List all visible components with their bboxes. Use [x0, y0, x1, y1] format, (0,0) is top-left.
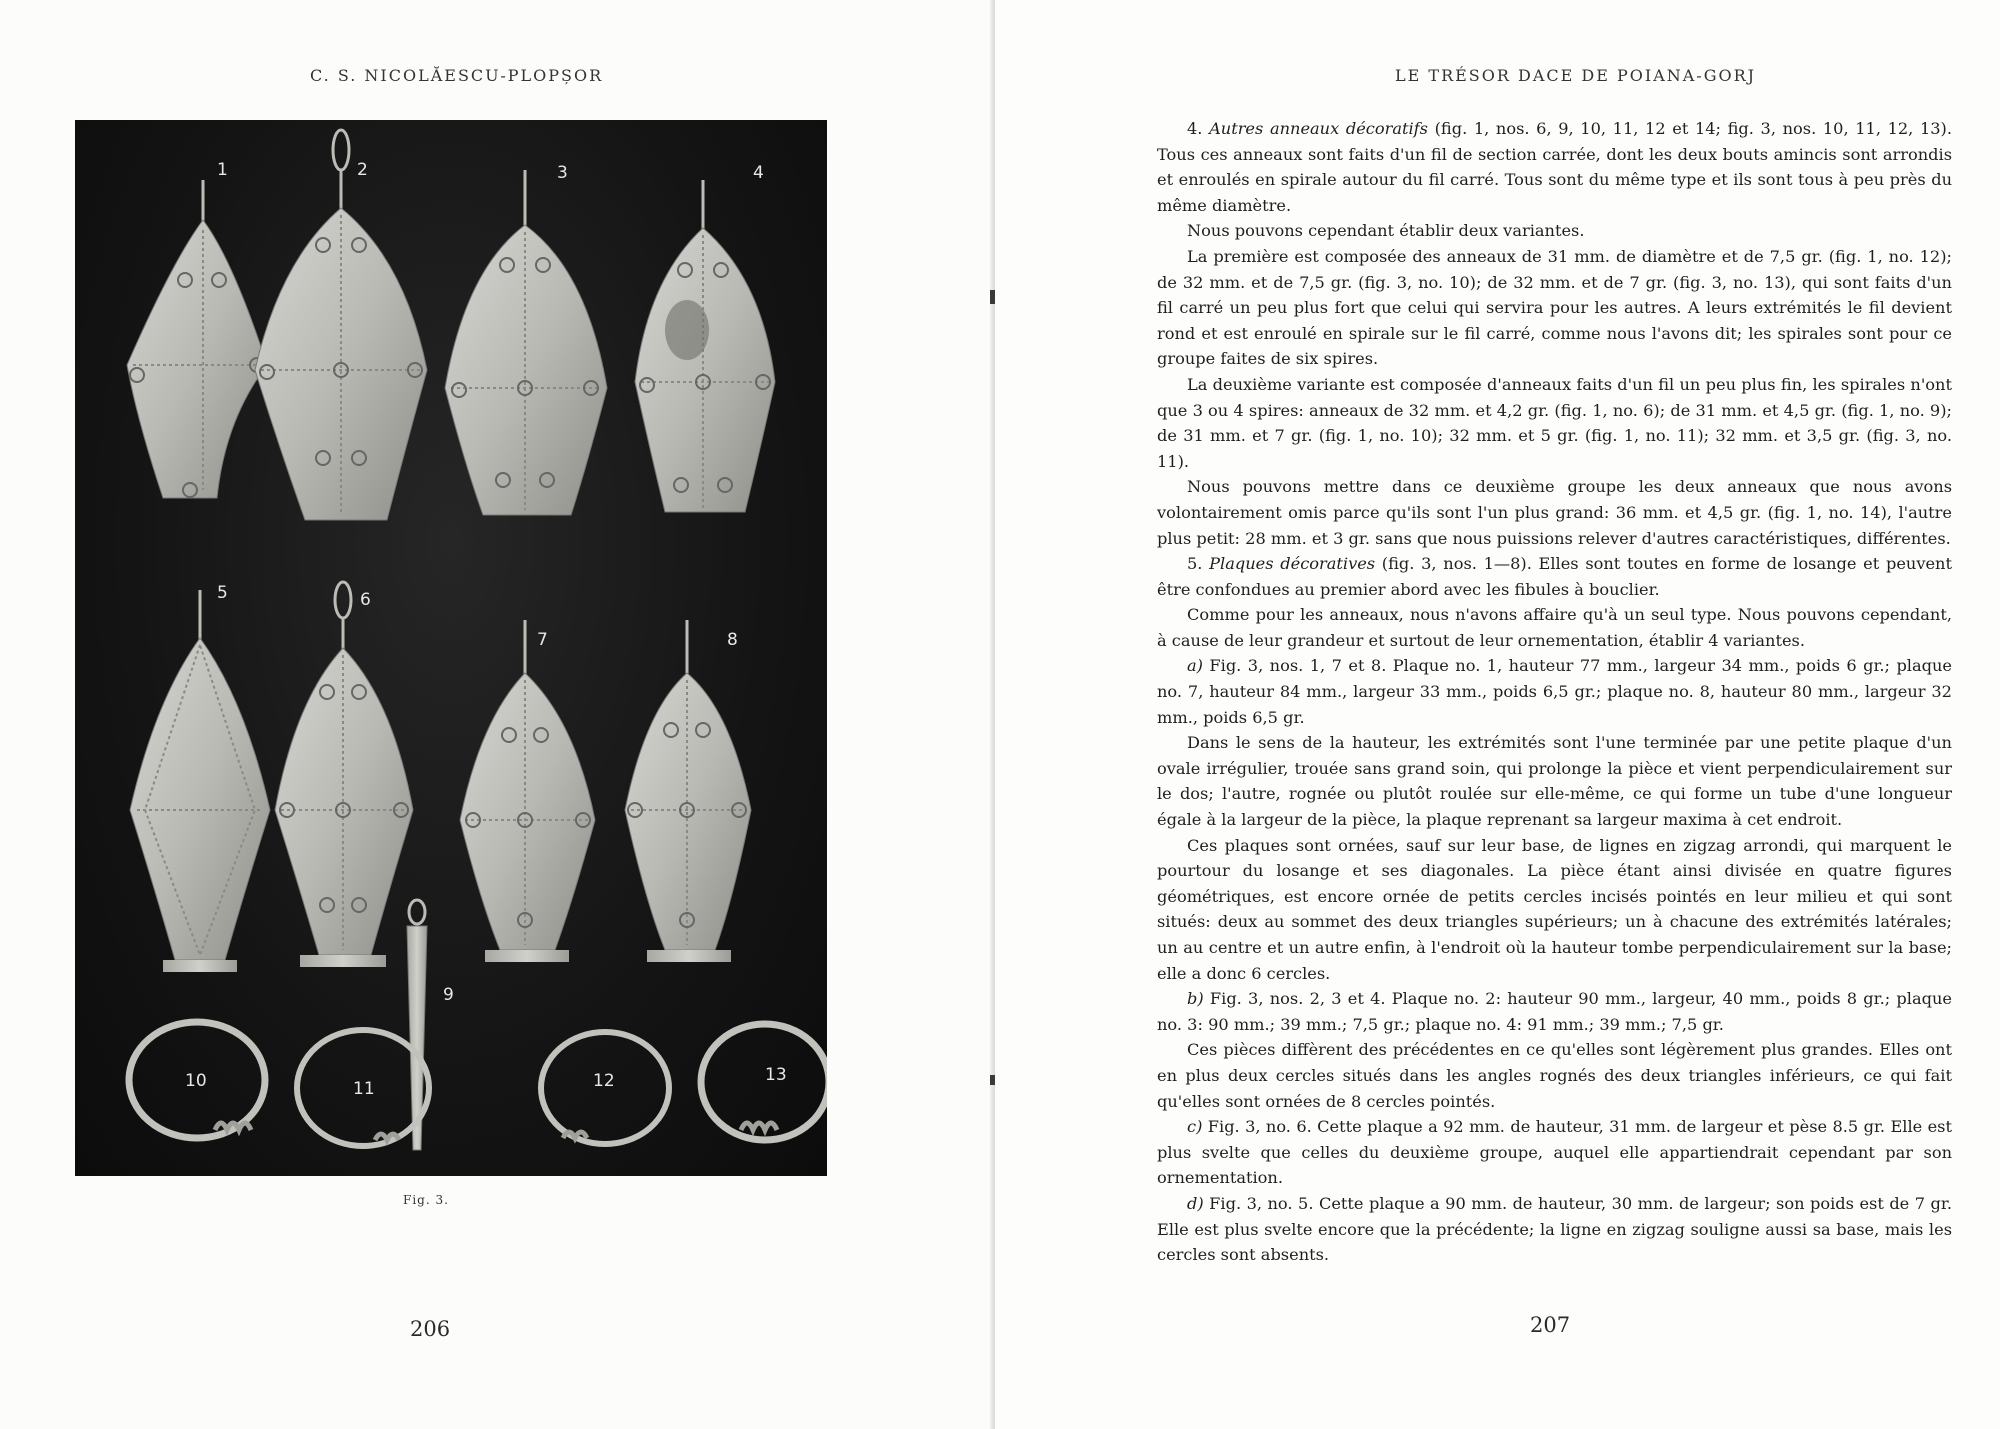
paragraph: [1157, 986, 1952, 1037]
right-page: [995, 0, 2000, 1429]
paragraph: [1157, 1037, 1952, 1114]
paragraph-italic: Plaques décoratives: [1209, 554, 1376, 574]
paragraph-italic: Autres anneaux décoratifs: [1209, 119, 1428, 138]
left-page: [0, 0, 995, 1429]
plaque-1: [127, 180, 267, 498]
plaque-2: [255, 130, 427, 520]
paragraph-text: Comme pour les anneaux, nous n'avons affaire qu'à un seul type. Nous pouvons cependant, à cause de leur grandeur et surtout de leur ornementation, établir 4 variantes.: [1157, 605, 1952, 650]
paragraph-lead: 5.: [1187, 554, 1210, 574]
paragraph: [1157, 833, 1952, 987]
object-number-6: 6: [360, 590, 371, 610]
paragraph-text: La première est composée des anneaux de 31 mm. de diamètre et de 7,5 gr. (fig. 1, no. 12); de 32 mm. et de 7,5 gr. (fig. 3, no. 10); de 32 mm. et de 7 gr. (fig. 3, no. 13), qui sont faits d'un fil carré un peu plus fort que celui qui servira pour les autres. A leurs extrémités le fil devient rond et est enroulé en spirale sur le fil carré, comme nous l'avons dit; les spirales sont pour ce groupe faites de six spires.: [1157, 246, 1952, 369]
object-number-10: 10: [185, 1071, 207, 1091]
paragraph-italic: d): [1187, 1193, 1204, 1213]
paragraph: [1157, 730, 1952, 832]
paragraph-text: Nous pouvons mettre dans ce deuxième groupe les deux anneaux que nous avons volontairement omis parce qu'ils sont l'un plus grand: 36 mm. et 4,5 gr. (fig. 1, no. 14), l'autre plus petit: 28 mm. et 3 gr. sans que nous puissions relever d'autres caractéristiques, différentes.: [1157, 477, 1952, 548]
object-number-13: 13: [765, 1065, 787, 1085]
object-number-11: 11: [353, 1079, 375, 1099]
object-number-8: 8: [727, 630, 738, 650]
paragraph-text: Fig. 3, nos. 2, 3 et 4. Plaque no. 2: hauteur 90 mm., largeur, 40 mm., poids 8 gr.; plaque no. 3: 90 mm.; 39 mm.; 7,5 gr.; plaque no. 4: 91 mm.; 39 mm.; 7,5 gr.: [1157, 989, 1952, 1034]
paragraph: [1157, 244, 1952, 372]
object-number-3: 3: [557, 163, 568, 183]
paragraph: [1157, 372, 1952, 474]
object-number-5: 5: [217, 583, 228, 603]
plaque-6: [275, 582, 413, 967]
paragraph: [1157, 116, 1952, 218]
ring-13: [701, 1024, 827, 1140]
paragraph-text: Fig. 3, no. 6. Cette plaque a 92 mm. de hauteur, 31 mm. de largeur et pèse 8.5 gr. Elle est plus svelte que celles du deuxième groupe, auquel elle appartiendrait cependant par son ornementation.: [1157, 1117, 1952, 1188]
paragraph-italic: a): [1187, 656, 1203, 676]
plaque-5: [130, 590, 270, 972]
page-number-right: 207: [1530, 1313, 1571, 1337]
paragraph-italic: c): [1187, 1117, 1203, 1137]
paragraph-italic: b): [1187, 989, 1204, 1009]
paragraph: [1157, 1114, 1952, 1191]
paragraph-text: (fig. 1, nos. 6, 9, 10, 11, 12 et 14; fig. 3, nos. 10, 11, 12, 13). Tous ces anneaux sont faits d'un fil de section carrée, dont les deux bouts amincis sont arrondis et enroulés en spirale autour du fil carré. Tous sont du même type et ils sont tous à peu près du même diamètre.: [1157, 119, 1953, 215]
paragraph-text: (fig. 3, nos. 1—8). Elles sont toutes en forme de losange et peuvent être confondues au premier abord avec les fibules à bouclier.: [1157, 554, 1952, 599]
paragraph-text: Fig. 3, nos. 1, 7 et 8. Plaque no. 1, hauteur 77 mm., largeur 34 mm., poids 6 gr.; plaque no. 7, hauteur 84 mm., largeur 33 mm., poids 6,5 gr.; plaque no. 8, hauteur 80 mm., largeur 32 mm., poids 6,5 gr.: [1157, 656, 1952, 727]
object-number-4: 4: [753, 163, 764, 183]
object-number-1: 1: [217, 160, 228, 180]
running-head-right: LE TRÉSOR DACE DE POIANA-GORJ: [1395, 66, 1757, 85]
figure-plate-photo: [75, 120, 827, 1176]
paragraph: [1157, 602, 1952, 653]
paragraph: [1157, 1191, 1952, 1268]
object-number-12: 12: [593, 1071, 615, 1091]
paragraph-lead: 4.: [1187, 119, 1210, 138]
plaque-4: [635, 180, 775, 512]
plate-artifacts: [75, 120, 827, 1176]
body-text: [1157, 116, 1952, 1268]
paragraph-text: Nous pouvons cependant établir deux variantes.: [1187, 221, 1585, 241]
running-head-left: C. S. NICOLĂESCU-PLOPȘOR: [310, 66, 604, 85]
paragraph: [1157, 474, 1952, 551]
paragraph: [1157, 653, 1952, 730]
figure-caption: Fig. 3.: [403, 1193, 449, 1207]
paragraph-text: Dans le sens de la hauteur, les extrémités sont l'une terminée par une petite plaque d'un ovale irrégulier, trouée sans grand soin, qui prolonge la pièce et vient perpendiculairement sur le dos; l'autre, rognée ou plutôt roulée sur elle-même, ce qui forme un tube d'une longueur égale à la largeur de la pièce, la plaque reprenant sa largeur maxima à cet endroit.: [1157, 733, 1952, 830]
object-number-7: 7: [537, 630, 548, 650]
plaque-7: [460, 620, 595, 962]
plaque-3: [445, 170, 607, 515]
plaque-8: [625, 620, 751, 962]
paragraph: [1157, 218, 1952, 244]
paragraph-text: Ces pièces diffèrent des précédentes en ce qu'elles sont légèrement plus grandes. Elles ont en plus deux cercles situés dans les angles rognés des deux triangles inférieurs, ce qui fait qu'elles sont ornées de 8 cercles pointés.: [1157, 1040, 1952, 1111]
paragraph-text: Ces plaques sont ornées, sauf sur leur base, de lignes en zigzag arrondi, qui marquent le pourtour du losange et ses diagonales. La pièce étant ainsi divisée en quatre figures géométriques, est encore ornée de petits cercles incisés pointés en leur milieu et qui sont situés: deux au sommet des deux triangles supérieurs; un à chacune des extrémités latérales; un au centre et un autre enfin, à l'endroit où la hauteur tombe perpendiculairement sur la base; elle a donc 6 cercles.: [1157, 835, 1952, 983]
object-number-2: 2: [357, 160, 368, 180]
paragraph-text: Fig. 3, no. 5. Cette plaque a 90 mm. de hauteur, 30 mm. de largeur; son poids est de 7 gr. Elle est plus svelte encore que la précédente; la ligne en zigzag souligne aussi sa base, mais les cercles sont absents.: [1157, 1193, 1952, 1265]
paragraph-text: La deuxième variante est composée d'anneaux faits d'un fil un peu plus fin, les spirales n'ont que 3 ou 4 spires: anneaux de 32 mm. et 4,2 gr. (fig. 1, no. 6); de 31 mm. et 4,5 gr. (fig. 1, no. 9); de 31 mm. et 7 gr. (fig. 1, no. 10); 32 mm. et 5 gr. (fig. 1, no. 11); 32 mm. et 3,5 gr. (fig. 3, no. 11).: [1157, 374, 1952, 471]
paragraph: [1157, 551, 1952, 602]
page-number-left: 206: [410, 1317, 451, 1341]
object-number-9: 9: [443, 985, 454, 1005]
